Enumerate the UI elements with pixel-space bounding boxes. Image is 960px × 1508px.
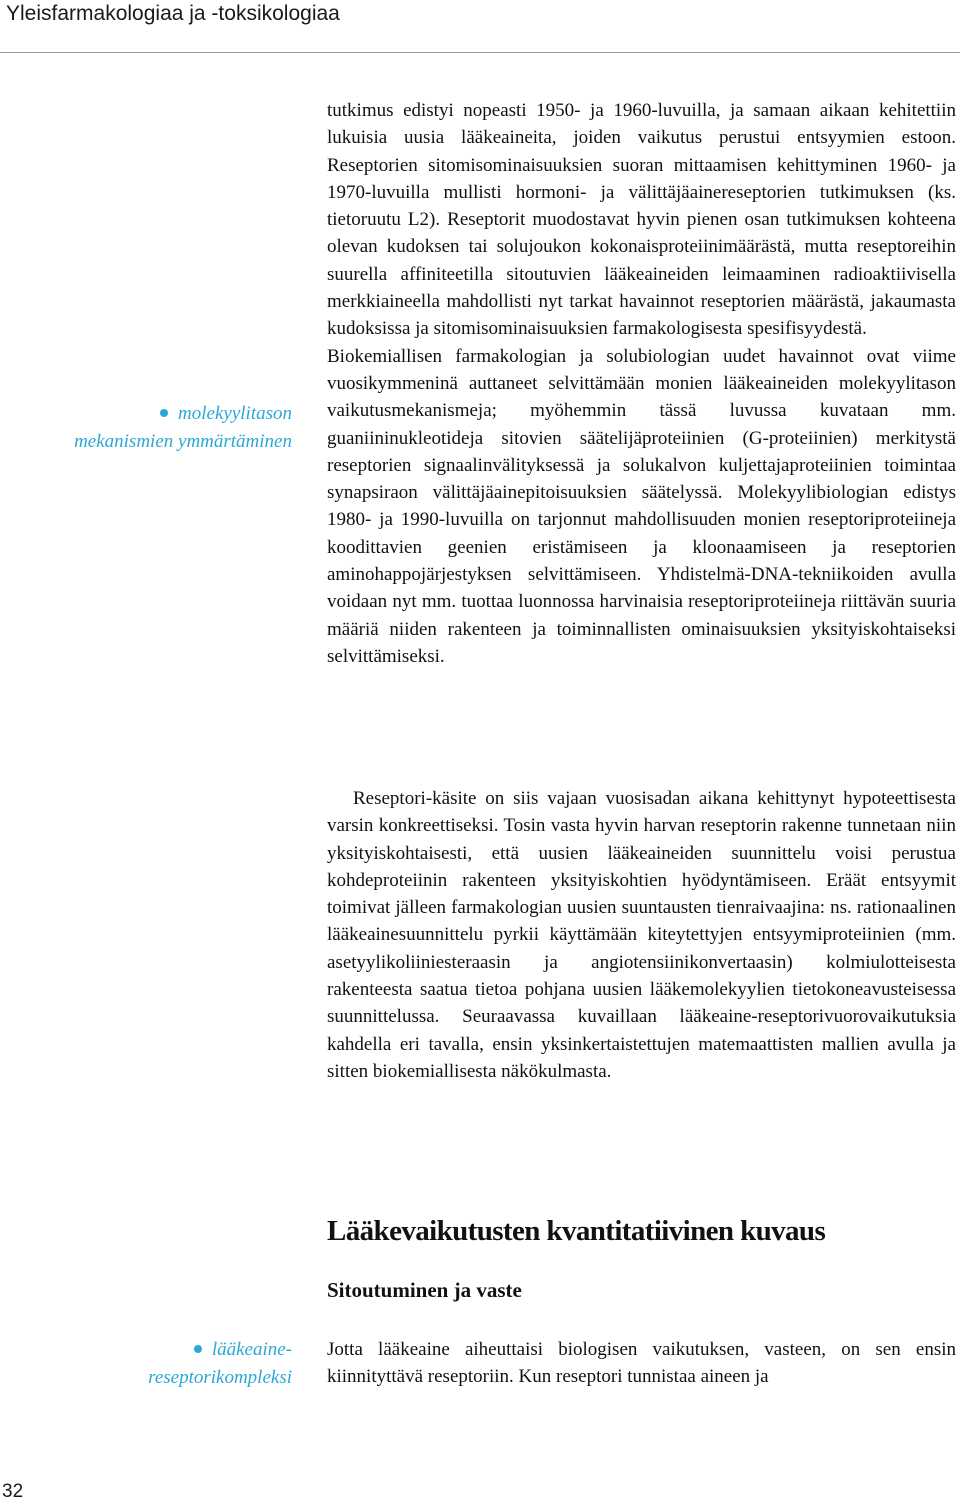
bullet-icon: [160, 409, 168, 417]
margin-note-line-2: reseptorikompleksi: [148, 1367, 292, 1388]
section-heading: Lääkevaikutusten kvantitatiivinen kuvaus: [327, 1215, 826, 1247]
body-text-block-2: [327, 785, 956, 1085]
body-text-block-1: [327, 97, 956, 670]
body-text-block-3: [327, 1336, 956, 1391]
body-paragraph-2: Biokemiallisen farmakologian ja solubiologian uudet havainnot ovat viime vuosikymmeninä auttaneet selvittämään monien lääkeaineiden molekyylitason vaikutusmekanismeja; myöhemmin tässä luvussa kuvataan mm. guaniininukleotideja sitovien säätelijäproteiinien (G-proteiinien) merkitystä reseptorien signaalinvälityksessä ja solukalvon kuljettajaproteiinien toimintaa synapsiraon välittäjäainepitoisuuksien säätelyssä. Molekyylibiologian edistys 1980- ja 1990-luvuilla on tarjonnut mahdollisuuden monien reseptoriproteiineja koodittavien geenien eristämiseen ja kloonaamiseen ja reseptorien aminohappojärjestyksen selvittämiseen. Yhdistelmä-DNA-tekniikoiden avulla voidaan nyt mm. tuottaa luonnossa harvinaisia reseptoriproteiineja riittävän suuria määriä niiden rakenteen ja toiminnallisten ominaisuuksien yksityiskohtaiseksi selvittämiseksi.: [327, 345, 956, 667]
subsection-heading: Sitoutuminen ja vaste: [327, 1278, 522, 1302]
margin-note-text: lääkeaine-: [211, 1339, 292, 1360]
margin-note-line-1: [148, 1336, 292, 1364]
margin-note-molecular: [74, 400, 292, 456]
margin-note-line-1: [74, 400, 292, 428]
running-head: Yleisfarmakologiaa ja -toksikologiaa: [6, 2, 340, 25]
bullet-icon: [194, 1345, 202, 1353]
header-divider: [0, 52, 960, 53]
margin-note-complex: [148, 1336, 292, 1392]
page-number: 32: [2, 1481, 24, 1502]
margin-note-text: molekyylitason: [178, 403, 292, 424]
body-paragraph-1: tutkimus edistyi nopeasti 1950- ja 1960-luvuilla, ja samaan aikaan kehitettiin lukuisia uusia lääkeaineita, joiden vaikutus perustui entsyymien estoon. Reseptorien sitomisominaisuuksien suoran mittaamisen kehittyminen 1960- ja 1970-luvuilla mullisti hormoni- ja välittäjäainereseptorien tutkimuksen (ks. tietoruutu L2). Reseptorit muodostavat hyvin pienen osan tutkimuksen kohteena olevan kudoksen tai solujoukon kokonaisproteiinimäärästä, mutta reseptoreihin suurella affiniteetilla sitoutuvien lääkeaineiden leimaaminen radioaktiivisella merkkiaineella mahdollisti nyt tarkat havainnot reseptorien määrästä, jakaumasta kudoksissa ja sitomisominaisuuksien farmakologisesta spesifisyydestä.: [327, 100, 956, 340]
body-paragraph-3: Reseptori-käsite on siis vajaan vuosisadan aikana kehittynyt hypoteettisesta varsin konkreettiseksi. Tosin vasta hyvin harvan reseptorin rakenne tunnetaan niin yksityiskohtaisesti, että uusien lääkeaineiden suunnittelu voisi perustua kohdeproteiinin rakenteen yksityiskohtien hyödyntämiseen. Eräät entsyymit toimivat jälleen farmakologian uusien suuntausten tienraivaajina: ns. rationaalinen lääkeainesuunnittelu pyrkii käyttämään kiteytettyjen entsyymiproteiinien (mm. asetyylikoliiniesteraasin ja angiotensiinikonvertaasin) kolmiulotteisesta rakenteesta saatua tietoa pohjana uusien lääkemolekyylien tietokoneavusteisessa suunnittelussa. Seuraavassa kuvaillaan lääkeaine-reseptorivuorovaikutuksia kahdella eri tavalla, ensin yksinkertaistettujen matemaattisten mallien avulla ja sitten biokemiallisesta näkökulmasta.: [327, 788, 956, 1082]
margin-note-line-2: mekanismien ymmärtäminen: [74, 431, 292, 452]
body-paragraph-4: Jotta lääkeaine aiheuttaisi biologisen vaikutuksen, vasteen, on sen ensin kiinnityttävä reseptoriin. Kun reseptori tunnistaa aineen ja: [327, 1339, 956, 1388]
